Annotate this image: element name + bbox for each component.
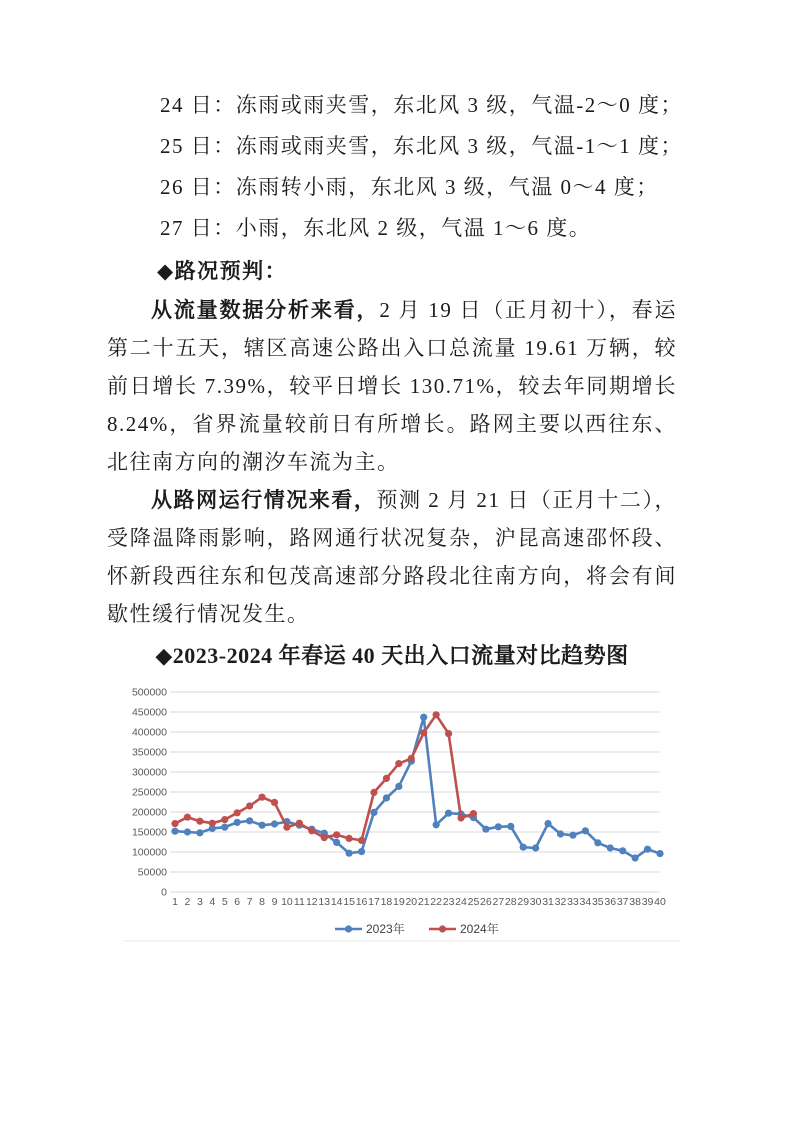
svg-text:5: 5	[221, 896, 228, 908]
svg-text:400000: 400000	[131, 726, 167, 739]
data-point	[495, 823, 502, 830]
data-point	[258, 822, 265, 829]
data-point	[395, 783, 402, 790]
data-point	[221, 816, 228, 823]
data-point	[619, 847, 626, 854]
data-point	[333, 831, 340, 838]
data-point	[433, 821, 440, 828]
data-point	[184, 828, 191, 835]
data-point	[358, 837, 365, 844]
svg-text:15: 15	[343, 896, 355, 908]
data-point	[258, 794, 265, 801]
data-point	[594, 839, 601, 846]
svg-text:38: 38	[629, 896, 641, 908]
series-line-2023年	[175, 717, 660, 858]
data-point	[457, 814, 464, 821]
weather-line-24: 24 日：冻雨或雨夹雪，东北风 3 级，气温-2～0 度；	[160, 93, 683, 117]
svg-text:33: 33	[567, 896, 579, 908]
data-point	[420, 714, 427, 721]
svg-text:28: 28	[504, 896, 517, 908]
svg-text:450000: 450000	[131, 706, 167, 719]
data-point	[470, 810, 477, 817]
svg-text:34: 34	[579, 896, 592, 908]
svg-text:2: 2	[184, 896, 191, 908]
data-point	[283, 824, 290, 831]
svg-text:150000: 150000	[131, 826, 167, 839]
svg-text:500000: 500000	[131, 686, 167, 699]
data-point	[221, 824, 228, 831]
data-point	[632, 854, 639, 861]
svg-text:31: 31	[542, 896, 554, 908]
data-point	[333, 839, 340, 846]
data-point	[607, 844, 614, 851]
svg-text:1: 1	[172, 896, 178, 908]
paragraph-body-traffic-data: 2 月 19 日（正月初十），春运第二十五天，辖区高速公路出入口总流量 19.61 万辆，较前日增长 7.39%，较平日增长 130.71%，较去年同期增长 8.24%，省界流量较前日有所增长。路网主要以西往东、北往南方向的潮汐车流为主。	[107, 298, 678, 474]
svg-text:17: 17	[368, 896, 380, 908]
traffic-trend-line-chart	[123, 683, 680, 945]
data-point	[644, 846, 651, 853]
data-point	[308, 827, 315, 834]
svg-text:200000: 200000	[131, 806, 167, 819]
data-point	[171, 828, 178, 835]
svg-text:24: 24	[455, 896, 467, 908]
legend-label-2024年: 2024年	[460, 922, 499, 936]
svg-text:0: 0	[161, 886, 167, 899]
data-point	[557, 830, 564, 837]
data-point	[520, 844, 527, 851]
svg-text:100000: 100000	[131, 846, 167, 859]
data-point	[433, 711, 440, 718]
paragraph-traffic-data	[107, 291, 677, 481]
svg-text:7: 7	[246, 896, 253, 908]
svg-text:10: 10	[281, 896, 293, 908]
svg-text:18: 18	[380, 896, 393, 908]
data-point	[246, 802, 253, 809]
paragraph-body-network-operation: 预测 2 月 21 日（正月十二），受降温降雨影响，路网通行状况复杂，沪昆高速邵怀段、怀新段西往东和包茂高速部分路段北往南方向，将会有间歇性缓行情况发生。	[107, 488, 678, 626]
document-content	[107, 85, 683, 945]
svg-text:13: 13	[318, 896, 331, 908]
svg-text:26: 26	[480, 896, 492, 908]
chart-legend	[335, 921, 499, 936]
data-point	[482, 826, 489, 833]
svg-text:350000: 350000	[131, 746, 167, 759]
svg-text:29: 29	[517, 896, 530, 908]
data-point	[321, 834, 328, 841]
data-point	[544, 820, 551, 827]
svg-text:250000: 250000	[131, 786, 167, 799]
y-axis-labels	[132, 687, 167, 899]
weather-line-27: 27 日：小雨，东北风 2 级，气温 1～6 度。	[160, 216, 592, 240]
svg-text:37: 37	[616, 896, 629, 908]
data-point	[358, 848, 365, 855]
svg-text:32: 32	[554, 896, 567, 908]
legend-label-2023年: 2023年	[366, 922, 405, 936]
svg-text:11: 11	[293, 896, 305, 908]
chart-svg	[123, 683, 680, 945]
data-point	[569, 832, 576, 839]
data-point	[271, 820, 278, 827]
data-point	[346, 850, 353, 857]
svg-text:3: 3	[196, 896, 203, 908]
svg-text:9: 9	[271, 896, 278, 908]
svg-text:16: 16	[355, 896, 368, 908]
svg-text:39: 39	[641, 896, 654, 908]
data-point	[234, 809, 241, 816]
series-2023年	[171, 714, 663, 862]
svg-text:19: 19	[393, 896, 405, 908]
svg-text:14: 14	[330, 896, 343, 908]
data-point	[209, 820, 216, 827]
data-point	[383, 775, 390, 782]
data-point	[408, 755, 415, 762]
section-header-road-forecast: ◆路况预判：	[157, 259, 288, 283]
data-point	[420, 729, 427, 736]
svg-text:27: 27	[492, 896, 505, 908]
data-point	[395, 760, 402, 767]
weather-line-26: 26 日：冻雨转小雨，东北风 3 级，气温 0～4 度；	[160, 175, 659, 199]
paragraph-network-operation	[107, 481, 677, 633]
svg-text:35: 35	[591, 896, 604, 908]
svg-text:36: 36	[604, 896, 617, 908]
data-point	[171, 820, 178, 827]
data-point	[346, 835, 353, 842]
svg-text:22: 22	[430, 896, 442, 908]
data-point	[184, 814, 191, 821]
svg-text:40: 40	[654, 896, 666, 908]
svg-text:23: 23	[442, 896, 455, 908]
data-point	[445, 810, 452, 817]
chart-title: ◆2023-2024 年春运 40 天出入口流量对比趋势图	[155, 643, 629, 668]
data-point	[532, 844, 539, 851]
data-point	[370, 809, 377, 816]
paragraph-lead-traffic-data: 从流量数据分析来看，	[151, 298, 380, 322]
svg-text:300000: 300000	[131, 766, 167, 779]
svg-text:8: 8	[259, 896, 265, 908]
weather-line-25: 25 日：冻雨或雨夹雪，东北风 3 级，气温-1～1 度；	[160, 134, 683, 158]
gridlines	[170, 692, 660, 892]
svg-text:50000: 50000	[137, 866, 167, 879]
data-point	[383, 794, 390, 801]
data-point	[445, 730, 452, 737]
data-point	[370, 789, 377, 796]
series-line-2024年	[175, 715, 473, 841]
data-point	[271, 799, 278, 806]
data-point	[196, 818, 203, 825]
svg-text:4: 4	[209, 896, 216, 908]
svg-text:25: 25	[467, 896, 480, 908]
paragraph-lead-network-operation: 从路网运行情况来看，	[151, 488, 377, 512]
svg-text:30: 30	[529, 896, 542, 908]
data-point	[196, 829, 203, 836]
data-point	[582, 827, 589, 834]
svg-text:6: 6	[234, 896, 241, 908]
svg-text:21: 21	[417, 896, 430, 908]
data-point	[507, 823, 514, 830]
x-axis-labels	[172, 896, 666, 908]
data-point	[246, 817, 253, 824]
data-point	[296, 820, 303, 827]
svg-text:12: 12	[305, 896, 318, 908]
data-point	[656, 850, 663, 857]
svg-text:20: 20	[405, 896, 418, 908]
data-point	[234, 819, 241, 826]
